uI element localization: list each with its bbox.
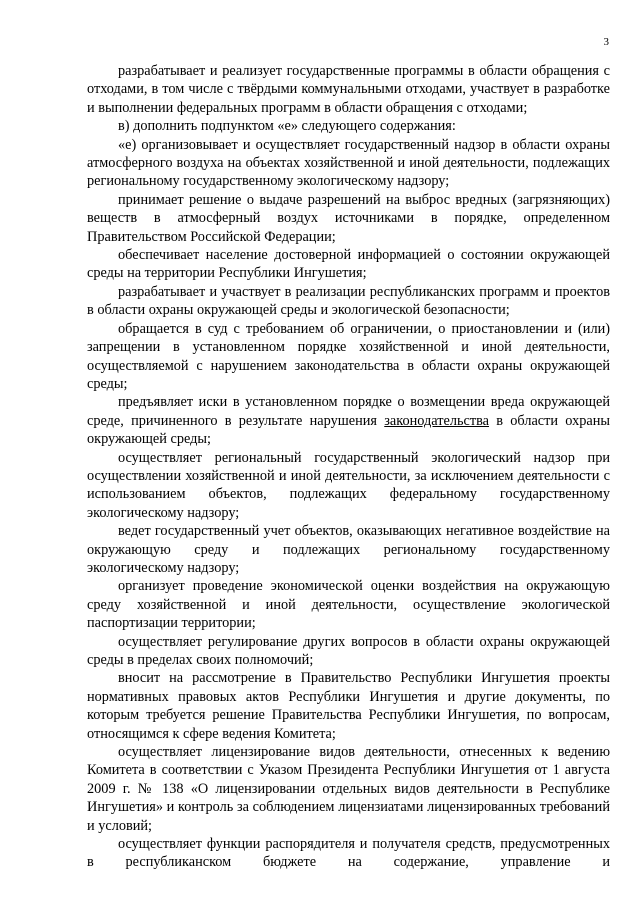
- paragraph: осуществляет регулирование других вопросов в области охраны окружающей среды в пределах своих полномочий;: [87, 633, 610, 668]
- paragraph-text: предъявляет иски в установленном порядке о возмещении вреда окружающей среде, причиненного в результате нарушения: [87, 394, 610, 429]
- paragraph: организует проведение экономической оценки воздействия на окружающую среду хозяйственной и иной деятельности, осуществление экологической паспортизации территории;: [87, 578, 610, 632]
- paragraph: осуществляет лицензирование видов деятельности, отнесенных к ведению Комитета в соответствии с Указом Президента Республики Ингушетия от 1 августа 2009 г. № 138 «О лицензировании отдельных видов деятельности в Республике Ингушетия» и контроль за соблюдением лицензиатами лицензированных требований и условий;: [87, 744, 610, 834]
- paragraph: ведет государственный учет объектов, оказывающих негативное воздействие на окружающую среду и подлежащих региональному государственному экологическому надзору;: [87, 523, 610, 576]
- paragraph: принимает решение о выдаче разрешений на выброс вредных (загрязняющих) веществ в атмосферный воздух источниками в порядке, определенном Правительством Российской Федерации;: [87, 191, 610, 245]
- paragraph: вносит на рассмотрение в Правительство Республики Ингушетия проекты нормативных правовых актов Республики Ингушетия и другие документы, по которым требуется решение Правительства Республики Ингушетия, по вопросам, относящимся к сфере ведения Комитета;: [87, 670, 610, 742]
- paragraph: обеспечивает население достоверной информацией о состоянии окружающей среды на территории Республики Ингушетия;: [87, 247, 610, 282]
- legislation-link[interactable]: законодательства: [384, 412, 489, 429]
- paragraph: «е) организовывает и осуществляет государственный надзор в области охраны атмосферного воздуха на объектах хозяйственной и иной деятельности, подлежащих региональному государственному экологическому надзору;: [87, 136, 610, 190]
- paragraph: разрабатывает и реализует государственные программы в области обращения с отходами, в том числе с твёрдыми коммунальными отходами, участвует в разработке и выполнении федеральных программ в области обращения с отходами;: [87, 63, 610, 116]
- paragraph-text: в области охраны окружающей среды;: [87, 412, 610, 448]
- paragraph: в) дополнить подпунктом «е» следующего содержания:: [118, 118, 456, 135]
- paragraph: обращается в суд с требованием об ограничении, о приостановлении и (или) запрещении в установленном порядке хозяйственной и иной деятельности, осуществляемой с нарушением законодательства в области охраны окружающей среды;: [87, 320, 610, 392]
- paragraph: осуществляет функции распорядителя и получателя средств, предусмотренных в республиканском бюджете на содержание, управление и: [87, 836, 610, 871]
- paragraph: разрабатывает и участвует в реализации республиканских программ и проектов в области охраны окружающей среды и экологической безопасности;: [87, 283, 610, 319]
- document-body: [87, 62, 610, 872]
- page-number: 3: [603, 36, 609, 48]
- paragraph: осуществляет региональный государственный экологический надзор при осуществлении хозяйственной и иной деятельности, за исключением деятельности с использованием объектов, подлежащих федеральному государственному экологическому надзору;: [87, 449, 610, 521]
- paragraph: [87, 393, 610, 448]
